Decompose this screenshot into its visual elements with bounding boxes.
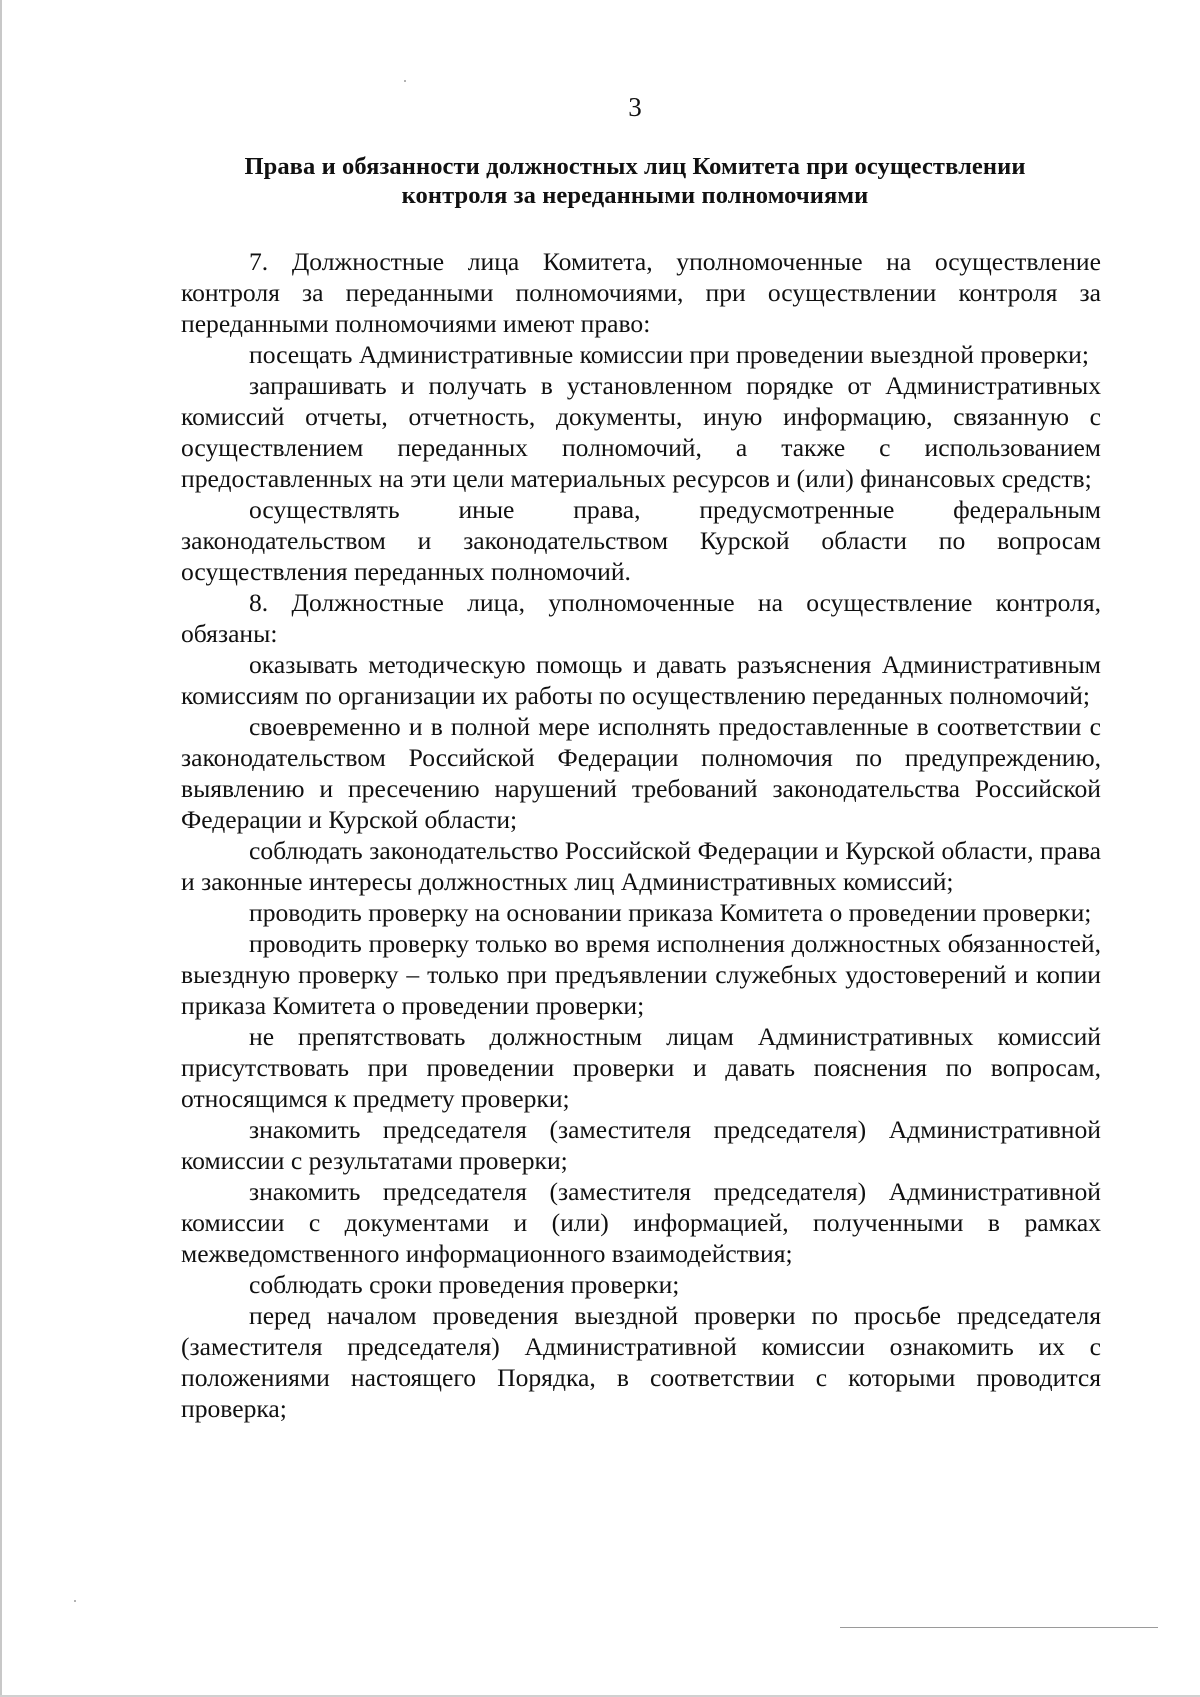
paragraph-duty-deadlines: соблюдать сроки проведения проверки;	[249, 1270, 680, 1299]
paragraph-duty-results: знакомить председателя (заместителя председателя) Административной комиссии с результатами проверки;	[181, 1115, 1101, 1175]
section-title-line-1: Права и обязанности должностных лиц Комитета при осуществлении	[244, 153, 1026, 180]
paragraph-right-request: запрашивать и получать в установленном порядке от Административных комиссий отчеты, отчетность, документы, иную информацию, связанную с осуществлением переданных полномочий, а также с использованием предоставленных на эти цели материальных ресурсов и (или) финансовых средств;	[181, 371, 1101, 493]
paragraph-duty-execute: своевременно и в полной мере исполнять предоставленные в соответствии с законодательством Российской Федерации полномочия по предупреждению, выявлению и пресечению нарушений требований законодательства Российской Федерации и Курской области;	[181, 712, 1101, 834]
paragraph-8-intro: 8. Должностные лица, уполномоченные на осуществление контроля, обязаны:	[181, 588, 1101, 648]
scan-left-edge	[0, 0, 2, 1697]
section-title-line-2: контроля за нереданными полномочиями	[401, 182, 869, 209]
paragraph-duty-presence: не препятствовать должностным лицам Административных комиссий присутствовать при проведении проверки и давать пояснения по вопросам, относящимся к предмету проверки;	[181, 1022, 1101, 1113]
document-body	[181, 246, 1101, 1424]
page-number: 3	[628, 92, 642, 122]
paragraph-duty-assist: оказывать методическую помощь и давать разъяснения Административным комиссиям по организации их работы по осуществлению переданных полномочий;	[181, 650, 1101, 710]
paragraph-right-other: осуществлять иные права, предусмотренные федеральным законодательством и законодательством Курской области по вопросам осуществления переданных полномочий.	[181, 495, 1101, 586]
paragraph-7-intro: 7. Должностные лица Комитета, уполномоченные на осуществление контроля за переданными полномочиями, при осуществлении контроля за переданными полномочиями имеют право:	[181, 247, 1101, 338]
paragraph-duty-familiarize: перед началом проведения выездной проверки по просьбе председателя (заместителя председателя) Административной комиссии ознакомить их с положениями настоящего Порядка, в соответствии с которыми проводится проверка;	[181, 1301, 1101, 1423]
scan-speck	[404, 80, 406, 82]
paragraph-duty-documents: знакомить председателя (заместителя председателя) Административной комиссии с документами и (или) информацией, полученными в рамках межведомственного информационного взаимодействия;	[181, 1177, 1101, 1268]
section-title	[200, 152, 1070, 210]
paragraph-duty-order: проводить проверку на основании приказа Комитета о проведении проверки;	[249, 898, 1092, 927]
scan-speck	[74, 1600, 76, 1602]
paragraph-right-visit: посещать Административные комиссии при проведении выездной проверки;	[249, 340, 1089, 369]
paragraph-duty-comply: соблюдать законодательство Российской Федерации и Курской области, права и законные интересы должностных лиц Административных комиссий;	[181, 836, 1101, 896]
footer-rule	[840, 1627, 1158, 1628]
paragraph-duty-time: проводить проверку только во время исполнения должностных обязанностей, выездную проверку – только при предъявлении служебных удостоверений и копии приказа Комитета о проведении проверки;	[181, 929, 1101, 1020]
